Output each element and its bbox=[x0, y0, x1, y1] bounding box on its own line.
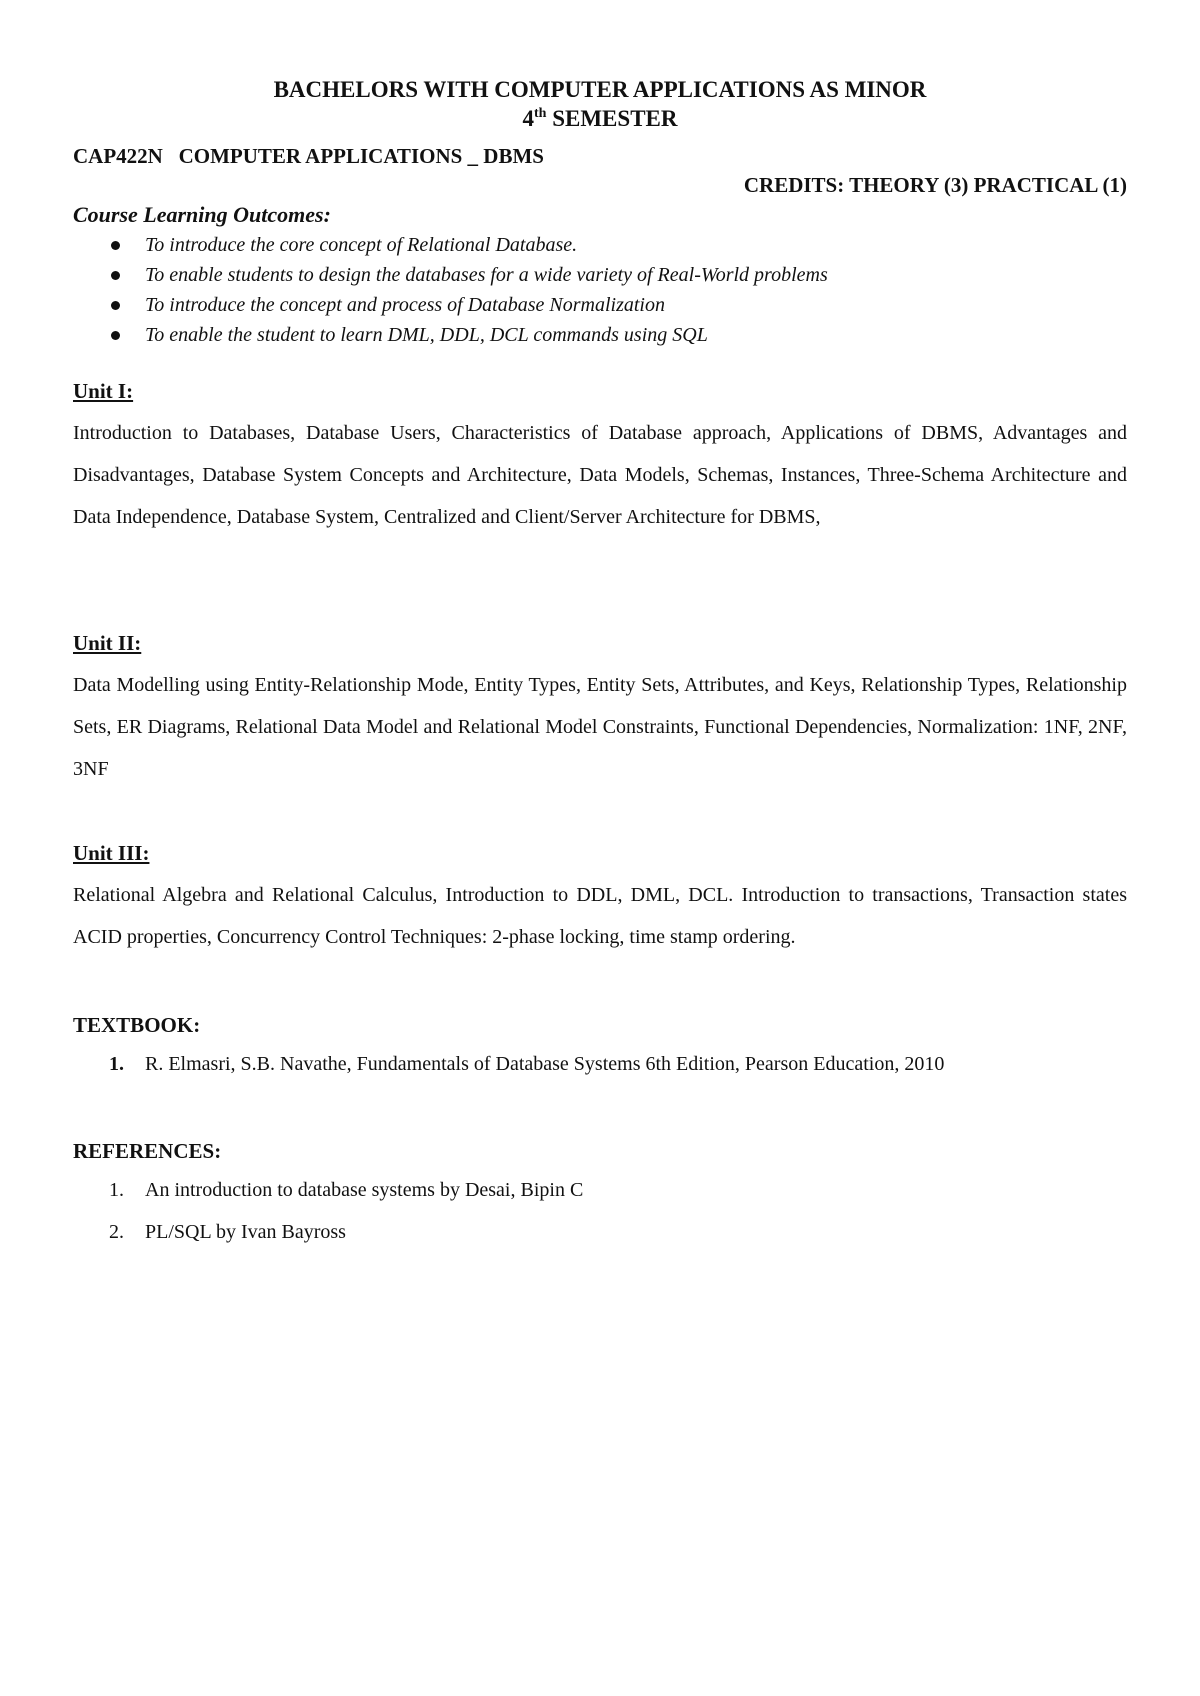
outcomes-heading: Course Learning Outcomes: bbox=[73, 202, 331, 227]
bullet-icon bbox=[111, 301, 120, 310]
bullet-icon bbox=[111, 331, 120, 340]
textbook-list bbox=[73, 1043, 944, 1085]
credits-line: CREDITS: THEORY (3) PRACTICAL (1) bbox=[743, 173, 1127, 197]
unit-2-content: Data Modelling using Entity-Relationship Mode, Entity Types, Entity Sets, Attributes, and Keys, Relationship Types, Relationship Sets, ER Diagrams, Relational Data Model and Relational Model Constraints, Functional Dependencies, Normalization: 1NF, 2NF, 3NF bbox=[73, 674, 1127, 780]
semester-word: SEMESTER bbox=[552, 106, 678, 131]
semester-title bbox=[0, 105, 1200, 133]
outcomes-list bbox=[73, 230, 828, 350]
reference-item: 2. PL/SQL by Ivan Bayross bbox=[73, 1211, 583, 1253]
outcome-item: To introduce the core concept of Relational Database. bbox=[73, 230, 828, 260]
list-number: 1. bbox=[109, 1053, 124, 1075]
course-code-line: CAP422N COMPUTER APPLICATIONS _ DBMS bbox=[73, 144, 544, 168]
list-number: 1. bbox=[109, 1179, 124, 1201]
outcome-item: To introduce the concept and process of Database Normalization bbox=[73, 290, 828, 320]
unit-1-heading: Unit I: bbox=[73, 379, 134, 403]
program-title: BACHELORS WITH COMPUTER APPLICATIONS AS MINOR bbox=[273, 77, 927, 102]
outcome-item: To enable students to design the databases for a wide variety of Real-World problems bbox=[73, 260, 828, 290]
unit-3-content: Relational Algebra and Relational Calculus, Introduction to DDL, DML, DCL. Introduction to transactions, Transaction states ACID properties, Concurrency Control Techniques: 2-phase locking, time stamp ordering. bbox=[73, 884, 1127, 948]
textbook-heading: TEXTBOOK: bbox=[73, 1013, 201, 1037]
unit-3-heading: Unit III: bbox=[73, 841, 150, 865]
unit-1-content: Introduction to Databases, Database Users, Characteristics of Database approach, Applications of DBMS, Advantages and Disadvantages, Database System Concepts and Architecture, Data Models, Schemas, Instances, Three-Schema Architecture and Data Independence, Database System, Centralized and Client/Server Architecture for DBMS, bbox=[73, 422, 1127, 528]
unit-2-heading: Unit II: bbox=[73, 631, 142, 655]
list-number: 2. bbox=[109, 1221, 124, 1243]
semester-number: 4 bbox=[522, 106, 535, 131]
semester-suffix: th bbox=[534, 106, 547, 121]
reference-item: 1. An introduction to database systems by Desai, Bipin C bbox=[73, 1169, 583, 1211]
references-heading: REFERENCES: bbox=[73, 1139, 222, 1163]
references-list bbox=[73, 1169, 583, 1253]
textbook-item: 1. R. Elmasri, S.B. Navathe, Fundamentals of Database Systems 6th Edition, Pearson Education, 2010 bbox=[73, 1043, 944, 1085]
bullet-icon bbox=[111, 271, 120, 280]
outcome-item: To enable the student to learn DML, DDL, DCL commands using SQL bbox=[73, 320, 828, 350]
bullet-icon bbox=[111, 241, 120, 250]
